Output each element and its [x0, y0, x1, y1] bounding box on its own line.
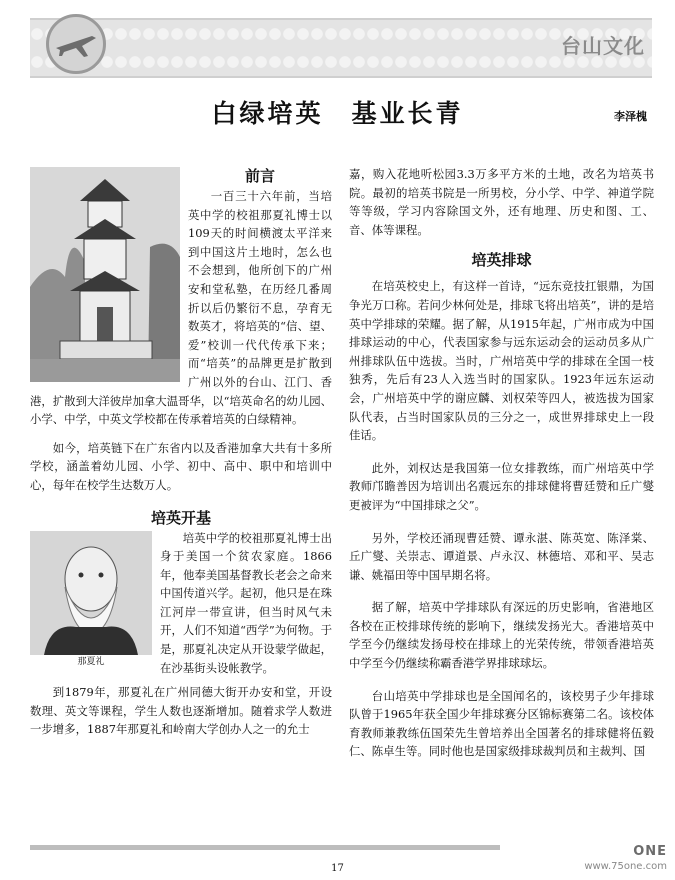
- footer-bar: [30, 845, 500, 850]
- section-heading-intro: 前言: [244, 167, 275, 185]
- watermark-url: www.75one.com: [584, 861, 667, 872]
- page-number: 17: [331, 863, 344, 874]
- founding-paragraph-2-continued: 嘉，购入花地听松园3.3万多平方米的土地，改名为培英书院。最初的培英书院是一所男校，分小学、中学、神道学院等等级，学习内容除国文外，还有地理、历史和图、工、音、体等课程。: [349, 167, 654, 237]
- right-column: [349, 165, 654, 761]
- section-heading-founding: 培英开基: [150, 508, 211, 527]
- intro-paragraph-1: 一百三十六年前，当培英中学的校祖那夏礼博士以109天的时间横渡太平洋来到中国这片土地时，怎么也不会想到，他所创下的广州安和堂私塾，在历经几番周折以后仍繁衍不息，孕育无数英才，将培英的“信、望、爱”校训一代代传承下来；而“培英”的品牌更是扩散到广州以外的台山、江门、香港，扩散到大洋彼岸加拿大温哥华，以“培英命名的幼儿园、小学、中学，中英文学校都在传承着培英的白绿精神。: [30, 189, 332, 427]
- founding-paragraph-2: 到1879年，那夏礼在广州同德大街开办安和堂，开设数理、英文等课程，学生人数也逐渐增加。随着求学人数进一步增多，1887年那夏礼和岭南大学创办人之一的允士: [30, 685, 332, 737]
- column-title: 台山文化: [561, 34, 645, 58]
- volleyball-paragraph-5: 台山培英中学排球也是全国闻名的，该校男子少年排球队曾于1965年获全国少年排球赛分区锦标赛第二名。该校体育教师兼教练伍国荣先生曾培养出全国著名的排球健将伍毅仁、陈卓生等。同时他也是国家级排球裁判员和主裁判、国: [349, 688, 654, 759]
- intro-paragraph-2: 如今，培英链下在广东省内以及香港加拿大共有十多所学校，涵盖着幼儿园、小学、初中、高中、职中和培训中心，每年在校学生达数万人。: [30, 440, 332, 492]
- volleyball-paragraph-4: 据了解，培英中学排球队有深远的历史影响，省港地区各校在正校排球传统的影响下，继续发扬光大。香港培英中学至今仍继续发扬母校在排球上的光荣传统，带领香港培英中学至今仍继续称霸香港学界排球球坛。: [349, 600, 654, 671]
- magazine-logo: [46, 14, 106, 74]
- header-band: [30, 18, 652, 78]
- volleyball-paragraph-1: 在培英校史上，有这样一首诗，“远东竞技扛银鼎，为国争光万口称。若问少林何处是，排球飞将出培英”，讲的是培英中学排球的荣耀。据了解，从1915年起，广州市成为中国排球运动的中心，代表国家参与远东运动会的运动员多从广州排球队伍中选拔。当时，广州培英中学的排球在全国一枝独秀，先后有23人入选当时的国家队。1923年远东运动会，广州培英中学的谢应麟、刘权荣等四人，被选拔为国家队代表，占当时国家队员的三分之一，成世界排球史上一段佳话。: [349, 279, 654, 443]
- article-title: 白绿培英 基业长青: [211, 99, 464, 128]
- volleyball-paragraph-3: 另外，学校还涌现曹廷赞、谭永湛、陈英宽、陈泽棠、丘广燮、关崇志、谭道景、卢永汉、林德培、邓和平、吴志谦、姚福田等中国早期名将。: [349, 530, 654, 582]
- article-author: 李泽槐: [614, 110, 647, 123]
- tower-photo: [30, 167, 180, 382]
- airplane-icon: [52, 26, 100, 62]
- left-column: [30, 165, 332, 739]
- founding-paragraph-1: 培英中学的校祖那夏礼博士出身于美国一个贫农家庭。1866年，他奉美国基督教长老会之命来中国传道兴学。起初，他只是在珠江河岸一带宣讲，但当时风气未开，人们不知道“西学”为何物。于是，那夏礼决定从开设蒙学做起，在沙基街头设帐教学。: [160, 530, 332, 675]
- section-heading-volleyball: 培英排球: [471, 251, 532, 270]
- watermark: [517, 826, 667, 872]
- volleyball-paragraph-2: 此外，刘权达是我国第一位女排教练，而广州培英中学教师邝瞻善因为培训出名震远东的排球健将曹廷赞和丘广燮更被评为“中国排球之父”。: [349, 460, 654, 512]
- watermark-logo: ONE: [633, 844, 667, 859]
- portrait-caption: 那夏礼: [77, 656, 105, 667]
- portrait-photo: [30, 531, 152, 669]
